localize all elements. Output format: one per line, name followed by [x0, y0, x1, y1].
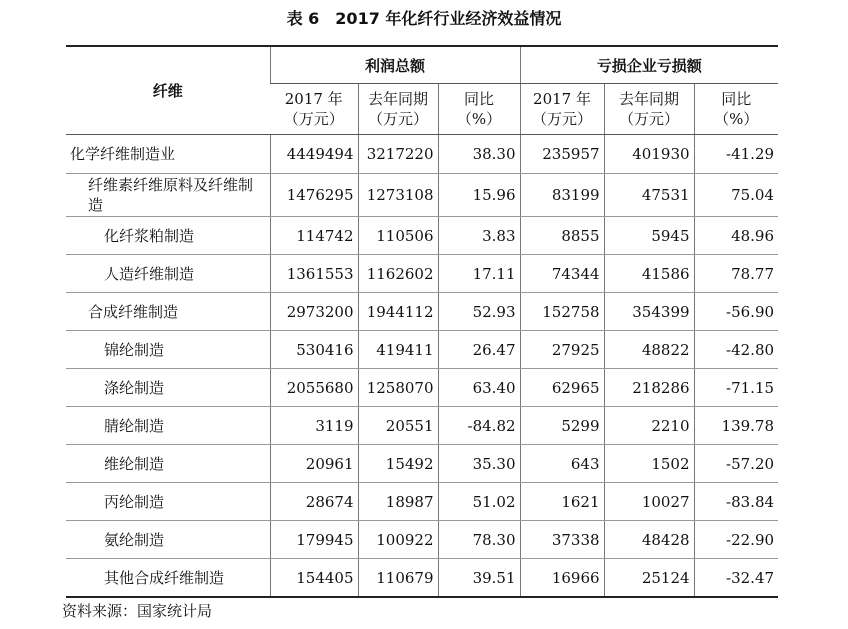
value-cell: 25124	[604, 559, 694, 598]
value-cell: 20551	[358, 407, 438, 445]
value-cell: 401930	[604, 135, 694, 174]
value-cell: 17.11	[438, 255, 520, 293]
value-cell: 1621	[520, 483, 604, 521]
value-cell: 2210	[604, 407, 694, 445]
value-cell: 74344	[520, 255, 604, 293]
value-cell: 38.30	[438, 135, 520, 174]
value-cell: 110679	[358, 559, 438, 598]
column-header-4: 去年同期 （万元）	[604, 84, 694, 135]
table-row	[66, 174, 778, 217]
value-cell: 643	[520, 445, 604, 483]
value-cell: 100922	[358, 521, 438, 559]
value-cell: 1273108	[358, 174, 438, 217]
value-cell: 27925	[520, 331, 604, 369]
value-cell: -71.15	[694, 369, 778, 407]
value-cell: 48428	[604, 521, 694, 559]
value-cell: -41.29	[694, 135, 778, 174]
row-label: 丙纶制造	[66, 483, 270, 521]
value-cell: -84.82	[438, 407, 520, 445]
row-label: 化纤浆粕制造	[66, 217, 270, 255]
value-cell: 2973200	[270, 293, 358, 331]
value-cell: 530416	[270, 331, 358, 369]
value-cell: 3.83	[438, 217, 520, 255]
value-cell: 114742	[270, 217, 358, 255]
column-header-2: 同比 （%）	[438, 84, 520, 135]
value-cell: 152758	[520, 293, 604, 331]
table-row	[66, 483, 778, 521]
column-header-5: 同比 （%）	[694, 84, 778, 135]
value-cell: 35.30	[438, 445, 520, 483]
value-cell: 48822	[604, 331, 694, 369]
table-row	[66, 331, 778, 369]
row-label: 涤纶制造	[66, 369, 270, 407]
value-cell: 1502	[604, 445, 694, 483]
value-cell: 354399	[604, 293, 694, 331]
table-row	[66, 559, 778, 598]
value-cell: 83199	[520, 174, 604, 217]
value-cell: 78.77	[694, 255, 778, 293]
table-row	[66, 135, 778, 174]
value-cell: -56.90	[694, 293, 778, 331]
value-cell: 47531	[604, 174, 694, 217]
table-row	[66, 293, 778, 331]
value-cell: -22.90	[694, 521, 778, 559]
table-caption: 表 6 2017 年化纤行业经济效益情况	[286, 9, 562, 28]
value-cell: 5299	[520, 407, 604, 445]
value-cell: 218286	[604, 369, 694, 407]
row-label: 合成纤维制造	[66, 293, 270, 331]
row-label: 其他合成纤维制造	[66, 559, 270, 598]
value-cell: 62965	[520, 369, 604, 407]
row-label: 腈纶制造	[66, 407, 270, 445]
value-cell: 15492	[358, 445, 438, 483]
value-cell: 37338	[520, 521, 604, 559]
value-cell: 2055680	[270, 369, 358, 407]
value-cell: -83.84	[694, 483, 778, 521]
value-cell: 75.04	[694, 174, 778, 217]
value-cell: 139.78	[694, 407, 778, 445]
value-cell: 18987	[358, 483, 438, 521]
source-note: 资料来源：国家统计局	[62, 602, 213, 620]
value-cell: 5945	[604, 217, 694, 255]
value-cell: 154405	[270, 559, 358, 598]
value-cell: 51.02	[438, 483, 520, 521]
value-cell: 78.30	[438, 521, 520, 559]
value-cell: 3119	[270, 407, 358, 445]
loss-group-header: 亏损企业亏损额	[520, 46, 778, 84]
value-cell: -32.47	[694, 559, 778, 598]
column-header-0: 2017 年 （万元）	[270, 84, 358, 135]
column-header-1: 去年同期 （万元）	[358, 84, 438, 135]
row-label: 人造纤维制造	[66, 255, 270, 293]
value-cell: 63.40	[438, 369, 520, 407]
value-cell: 1476295	[270, 174, 358, 217]
profit-group-header: 利润总额	[270, 46, 520, 84]
row-label: 化学纤维制造业	[66, 135, 270, 174]
value-cell: 28674	[270, 483, 358, 521]
table-row	[66, 369, 778, 407]
row-label: 纤维素纤维原料及纤维制造	[66, 174, 270, 217]
value-cell: 15.96	[438, 174, 520, 217]
value-cell: 16966	[520, 559, 604, 598]
value-cell: 235957	[520, 135, 604, 174]
value-cell: -42.80	[694, 331, 778, 369]
economic-benefit-table	[66, 45, 778, 598]
table-row	[66, 255, 778, 293]
row-header-cell: 纤维	[66, 46, 270, 135]
value-cell: 39.51	[438, 559, 520, 598]
value-cell: 1258070	[358, 369, 438, 407]
value-cell: 8855	[520, 217, 604, 255]
table-row	[66, 217, 778, 255]
column-header-3: 2017 年 （万元）	[520, 84, 604, 135]
value-cell: 1162602	[358, 255, 438, 293]
row-label: 锦纶制造	[66, 331, 270, 369]
value-cell: 41586	[604, 255, 694, 293]
value-cell: 419411	[358, 331, 438, 369]
row-label: 氨纶制造	[66, 521, 270, 559]
table-row	[66, 521, 778, 559]
value-cell: 4449494	[270, 135, 358, 174]
value-cell: 3217220	[358, 135, 438, 174]
value-cell: -57.20	[694, 445, 778, 483]
value-cell: 52.93	[438, 293, 520, 331]
value-cell: 179945	[270, 521, 358, 559]
table-row	[66, 407, 778, 445]
value-cell: 1944112	[358, 293, 438, 331]
value-cell: 48.96	[694, 217, 778, 255]
value-cell: 26.47	[438, 331, 520, 369]
value-cell: 1361553	[270, 255, 358, 293]
value-cell: 10027	[604, 483, 694, 521]
table-row	[66, 445, 778, 483]
value-cell: 110506	[358, 217, 438, 255]
row-label: 维纶制造	[66, 445, 270, 483]
value-cell: 20961	[270, 445, 358, 483]
